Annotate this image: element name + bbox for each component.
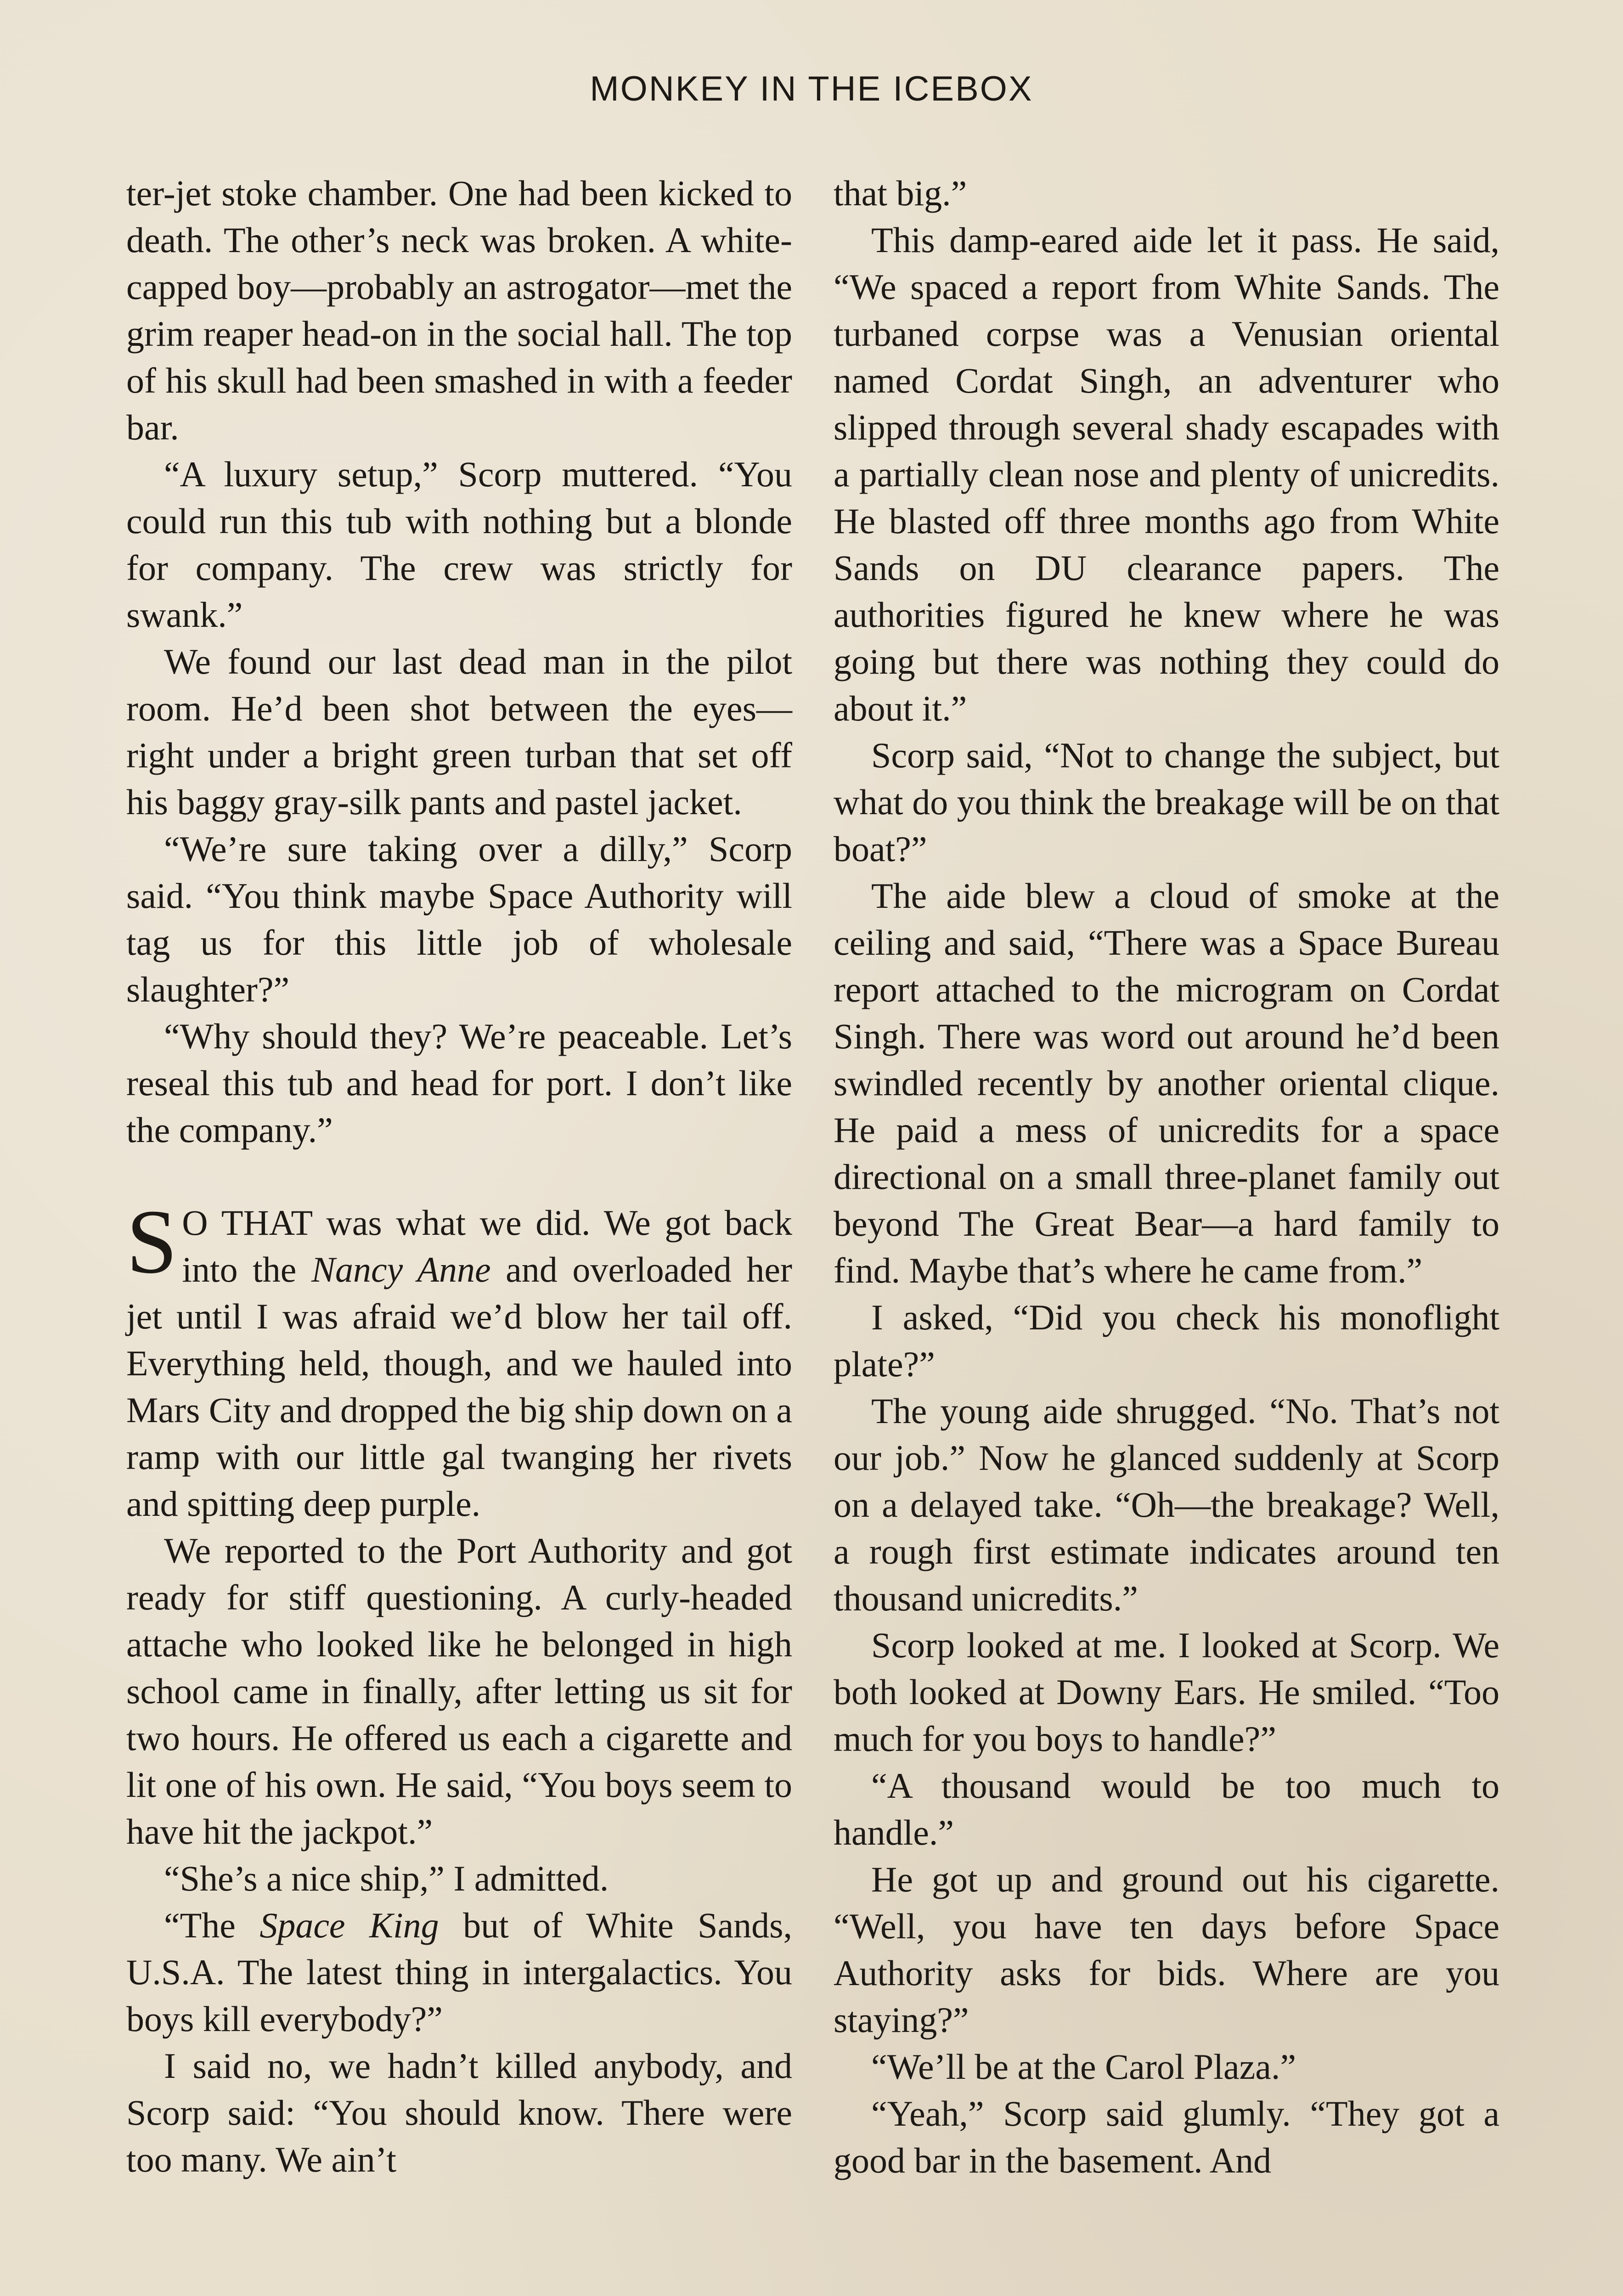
text-run: O THAT was what we did. We got back into the: [182, 1203, 792, 1289]
text-run: but of White Sands, U.S.A. The latest thing in intergalactics. You boys kill everybody?”: [126, 1905, 793, 2039]
section-opening-paragraph: [126, 1191, 792, 1527]
ship-name-italic: Space King: [259, 1905, 439, 1945]
paragraph: “We’re sure taking over a dilly,” Scorp said. “You think maybe Space Authority will tag us for this little job of wholesale slaughter?”: [126, 829, 792, 1009]
paragraph: [126, 1902, 792, 2043]
paragraph: that big.”: [834, 173, 967, 213]
paragraph: “Yeah,” Scorp said glumly. “They got a good bar in the basement. And: [834, 2093, 1499, 2180]
paragraph: I asked, “Did you check his monoflight plate?”: [834, 1297, 1499, 1384]
page-header: MONKEY IN THE ICEBOX: [590, 69, 1033, 108]
paragraph: This damp-eared aide let it pass. He said, “We spaced a report from White Sands. The turbaned corpse was a Venusian oriental named Cordat Singh, an adventurer who slipped through several shady escapades with a partially clean nose and plenty of unicredits. He blasted off three months ago from White Sands on DU clearance papers. The authorities figured he knew where he was going but there was nothing they could do about it.”: [834, 220, 1499, 728]
left-column: [126, 170, 792, 2183]
paragraph: The young aide shrugged. “No. That’s not our job.” Now he glanced suddenly at Scorp on a delayed take. “Oh—the breakage? Well, a rough first estimate indicates around ten thousand unicredits.”: [834, 1391, 1499, 1618]
paragraph: “Why should they? We’re peaceable. Let’s reseal this tub and head for port. I don’t like the company.”: [126, 1016, 792, 1150]
paragraph: I said no, we hadn’t killed anybody, and Scorp said: “You should know. There were too many. We ain’t: [126, 2046, 792, 2179]
drop-cap: S: [126, 1191, 178, 1293]
paragraph: Scorp looked at me. I looked at Scorp. We both looked at Downy Ears. He smiled. “Too much for you boys to handle?”: [834, 1625, 1499, 1759]
ship-name-italic: Nancy Anne: [311, 1249, 491, 1289]
paragraph: Scorp said, “Not to change the subject, but what do you think the breakage will be on that boat?”: [834, 735, 1499, 869]
paragraph: He got up and ground out his cigarette. “Well, you have ten days before Space Authority asks for bids. Where are you staying?”: [834, 1859, 1499, 2040]
paragraph: “We’ll be at the Carol Plaza.”: [871, 2047, 1296, 2087]
text-run: “The: [164, 1905, 260, 1945]
paragraph: The aide blew a cloud of smoke at the ceiling and said, “There was a Space Bureau report attached to the microgram on Cordat Singh. There was word out around he’d been swindled recently by another oriental clique. He paid a mess of unicredits for a space directional on a small three-planet family out beyond The Great Bear—a hard family to find. Maybe that’s where he came from.”: [834, 876, 1499, 1290]
paragraph: We found our last dead man in the pilot room. He’d been shot between the eyes—right under a bright green turban that set off his baggy gray-silk pants and pastel jacket.: [126, 642, 792, 822]
paragraph: ter-jet stoke chamber. One had been kicked to death. The other’s neck was broken. A white-capped boy—probably an astrogator—met the grim reaper head-on in the social hall. The top of his skull had been smashed in with a feeder bar.: [126, 173, 792, 447]
text-run: and overloaded her jet until I was afraid we’d blow her tail off. Everything held, though, and we hauled into Mars City and dropped the big ship down on a ramp with our little gal twanging her rivets and spitting deep purple.: [126, 1249, 792, 1524]
right-column: [834, 170, 1499, 2184]
paragraph: “She’s a nice ship,” I admitted.: [164, 1858, 609, 1898]
paragraph: “A thousand would be too much to handle.”: [834, 1766, 1499, 1852]
paragraph: “A luxury setup,” Scorp muttered. “You could run this tub with nothing but a blonde for company. The crew was strictly for swank.”: [126, 454, 792, 635]
paragraph: We reported to the Port Authority and got ready for stiff questioning. A curly-headed attache who looked like he belonged in high school came in finally, after letting us sit for two hours. He offered us each a cigarette and lit one of his own. He said, “You boys seem to have hit the jackpot.”: [126, 1531, 792, 1851]
